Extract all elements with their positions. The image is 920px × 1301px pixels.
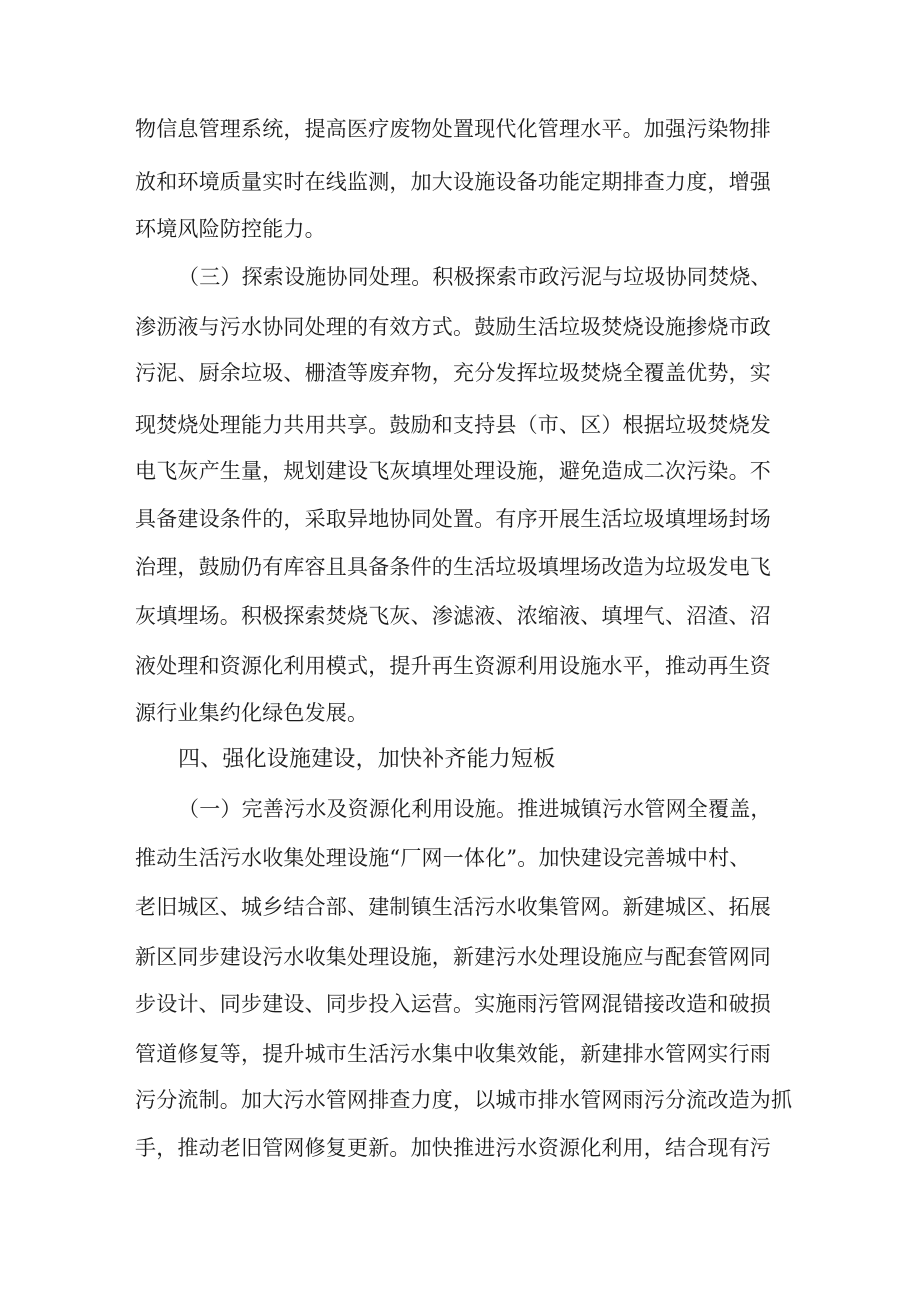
paragraph-line: 灰填埋场。积极探索焚烧飞灰、渗滤液、浓缩液、填埋气、沼渣、沼 (135, 604, 771, 628)
paragraph-line: 污泥、厨余垃圾、栅渣等废弃物，充分发挥垃圾焚烧全覆盖优势，实 (135, 361, 771, 385)
paragraph-line: 新区同步建设污水收集处理设施，新建污水处理设施应与配套管网同 (135, 945, 771, 969)
paragraph-line: 步设计、同步建设、同步投入运营。实施雨污管网混错接改造和破损 (135, 992, 771, 1016)
paragraph-line: 物信息管理系统，提高医疗废物处置现代化管理水平。加强污染物排 (135, 117, 771, 141)
paragraph-line: 电飞灰产生量，规划建设飞灰填埋处理设施，避免造成二次污染。不 (135, 459, 771, 483)
paragraph-line: 管道修复等，提升城市生活污水集中收集效能，新建排水管网实行雨 (135, 1042, 771, 1066)
paragraph-line: 污分流制。加大污水管网排查力度，以城市排水管网雨污分流改造为抓 (135, 1088, 793, 1112)
paragraph-line: 具备建设条件的，采取异地协同处置。有序开展生活垃圾填埋场封场 (135, 507, 771, 531)
paragraph-line: 渗沥液与污水协同处理的有效方式。鼓励生活垃圾焚烧设施掺烧市政 (135, 315, 771, 339)
paragraph-line: 液处理和资源化利用模式，提升再生资源利用设施水平，推动再生资 (135, 654, 771, 678)
paragraph-line: 源行业集约化绿色发展。 (135, 701, 369, 725)
paragraph-line: 治理，鼓励仍有库容且具备条件的生活垃圾填埋场改造为垃圾发电飞 (135, 555, 771, 579)
paragraph-line: 推动生活污水收集处理设施“厂网一体化”。加快建设完善城中村、 (135, 846, 751, 870)
paragraph-line: （三）探索设施协同处理。积极探索市政污泥与垃圾协同焚烧、 (178, 265, 772, 289)
paragraph-line: 老旧城区、城乡结合部、建制镇生活污水收集管网。新建城区、拓展 (135, 895, 771, 919)
paragraph-line: （一）完善污水及资源化利用设施。推进城镇污水管网全覆盖， (178, 797, 772, 821)
paragraph-line: 环境风险防控能力。 (135, 217, 326, 241)
paragraph-line: 现焚烧处理能力共用共享。鼓励和支持县（市、区）根据垃圾焚烧发 (135, 413, 771, 437)
paragraph-line: 手，推动老旧管网修复更新。加快推进污水资源化利用，结合现有污 (135, 1136, 771, 1160)
paragraph-line: 放和环境质量实时在线监测，加大设施设备功能定期排查力度，增强 (135, 170, 771, 194)
section-heading: 四、强化设施建设，加快补齐能力短板 (178, 747, 556, 772)
